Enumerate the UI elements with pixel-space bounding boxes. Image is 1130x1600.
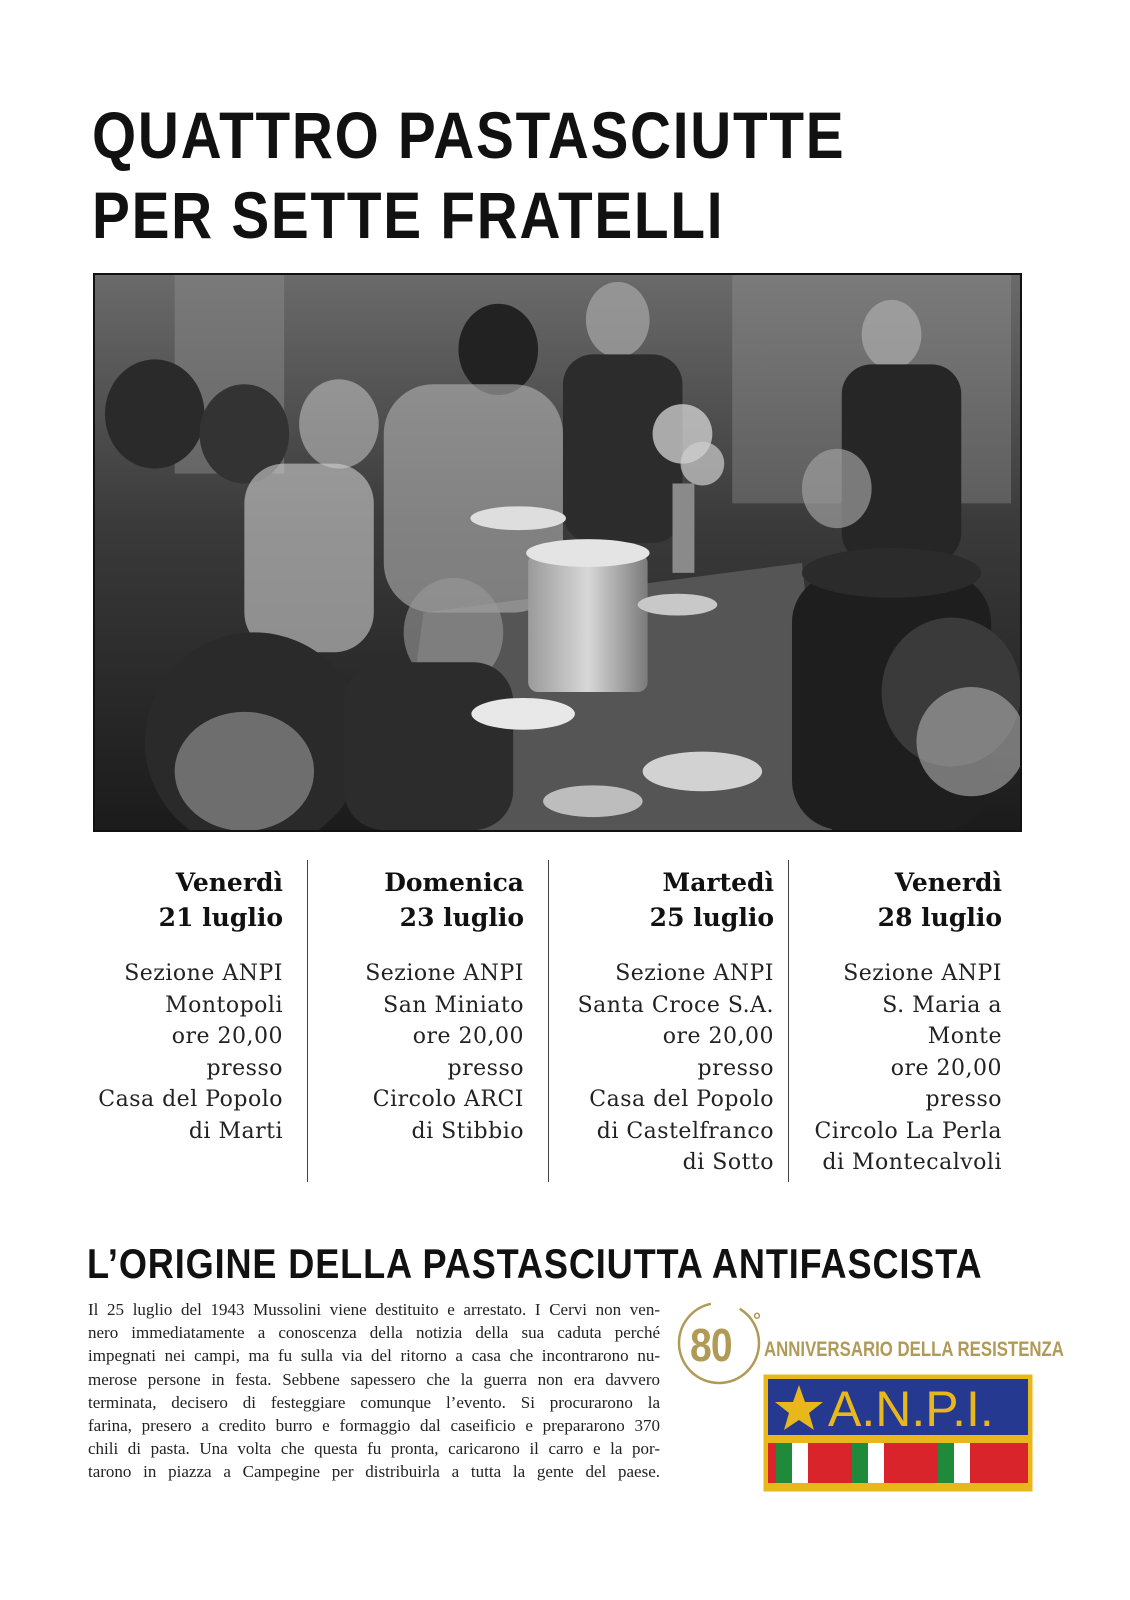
anniversary-degree: °	[753, 1310, 761, 1332]
event-detail-line: ore 20,00	[662, 1024, 774, 1049]
event-detail-line: di Castelfranco	[596, 1118, 774, 1144]
event-detail-line: S. Maria a	[882, 992, 1002, 1018]
event-detail-line: Sezione ANPI	[843, 961, 1002, 986]
event-date: 25 luglio	[649, 903, 774, 932]
event-detail-line: Sezione ANPI	[615, 961, 774, 986]
anniversary-number: 80	[690, 1319, 732, 1371]
event-detail-line: San Miniato	[383, 992, 524, 1018]
event-detail-line: Montopoli	[165, 992, 283, 1018]
origin-text-line: impegnati nei campi, ma fu sulla via del ritorno a casa che incontrarono nu-	[88, 1346, 660, 1366]
event-detail-line: Sezione ANPI	[124, 961, 283, 986]
event-detail-line: di Marti	[188, 1118, 283, 1144]
event-detail-line: ore 20,00	[412, 1024, 524, 1049]
event-detail-line: Casa del Popolo	[98, 1087, 283, 1112]
event-detail-line: Sezione ANPI	[365, 961, 524, 986]
origin-title: L’ORIGINE DELLA PASTASCIUTTA ANTIFASCISTA	[87, 1240, 983, 1287]
origin-text-line: chili di pasta. Una volta che questa fu pronta, caricarono il carro e la por-	[88, 1439, 660, 1459]
events-schedule	[92, 860, 1022, 1182]
event-venerdi-21-luglio	[92, 860, 308, 1182]
origin-text-line: farina, presero a credito burro e formaggio dal caseificio e prepararono 370	[88, 1416, 660, 1436]
historic-photo-image	[95, 275, 1020, 830]
event-date: 28 luglio	[877, 903, 1002, 932]
event-detail-line: Circolo La Perla	[814, 1118, 1002, 1144]
event-detail-line: presso	[447, 1055, 524, 1081]
event-details	[308, 958, 524, 1147]
event-detail-line: presso	[697, 1055, 774, 1081]
event-detail-line: presso	[925, 1087, 1002, 1112]
anpi-letters: A.N.P.I.	[828, 1381, 994, 1437]
event-detail-line: di Stibbio	[411, 1118, 524, 1144]
origin-text-line: merose persone in festa. Sebbene sapessero che la guerra non era davvero	[88, 1369, 660, 1389]
historic-photo	[93, 273, 1022, 832]
event-day: Domenica	[384, 868, 524, 897]
headline	[92, 95, 845, 255]
origin-paragraph	[88, 1298, 660, 1484]
event-date: 21 luglio	[158, 903, 283, 932]
event-detail-line: Monte	[927, 1024, 1002, 1049]
event-detail-line: presso	[206, 1055, 283, 1081]
event-detail-line: Santa Croce S.A.	[577, 992, 774, 1018]
event-detail-line: di Montecalvoli	[822, 1150, 1002, 1175]
headline-line-2: PER SETTE FRATELLI	[92, 178, 725, 252]
event-day: Venerdì	[894, 868, 1002, 897]
event-date: 23 luglio	[399, 903, 524, 932]
event-domenica-23-luglio	[308, 860, 549, 1182]
event-detail-line: ore 20,00	[171, 1024, 283, 1049]
event-venerdi-28-luglio	[789, 860, 1002, 1182]
event-martedi-25-luglio	[549, 860, 789, 1182]
event-detail-line: Circolo ARCI	[372, 1087, 524, 1112]
origin-text-line: terminata, decisero di festeggiare comunque l’evento. Si procurarono la	[88, 1392, 660, 1412]
event-detail-line: Casa del Popolo	[589, 1087, 774, 1112]
event-details	[789, 958, 1002, 1179]
event-day: Venerdì	[175, 868, 283, 897]
event-detail-line: ore 20,00	[890, 1055, 1002, 1081]
anpi-badge-logo	[762, 1373, 1034, 1493]
origin-text-line: nero immediatamente a conoscenza della notizia della sua caduta perché	[88, 1323, 660, 1343]
headline-line-1: QUATTRO PASTASCIUTTE	[92, 98, 846, 172]
event-details	[92, 958, 283, 1147]
origin-text-line: tarono in piazza a Campegine per distribuirla a tutta la gente del paese.	[88, 1462, 660, 1482]
event-details	[549, 958, 774, 1179]
anniversary-text: ANNIVERSARIO DELLA RESISTENZA	[764, 1338, 1064, 1361]
event-detail-line: di Sotto	[682, 1150, 774, 1175]
event-day: Martedì	[662, 868, 774, 897]
origin-text-line: Il 25 luglio del 1943 Mussolini viene destituito e arrestato. I Cervi non ven-	[88, 1300, 660, 1319]
